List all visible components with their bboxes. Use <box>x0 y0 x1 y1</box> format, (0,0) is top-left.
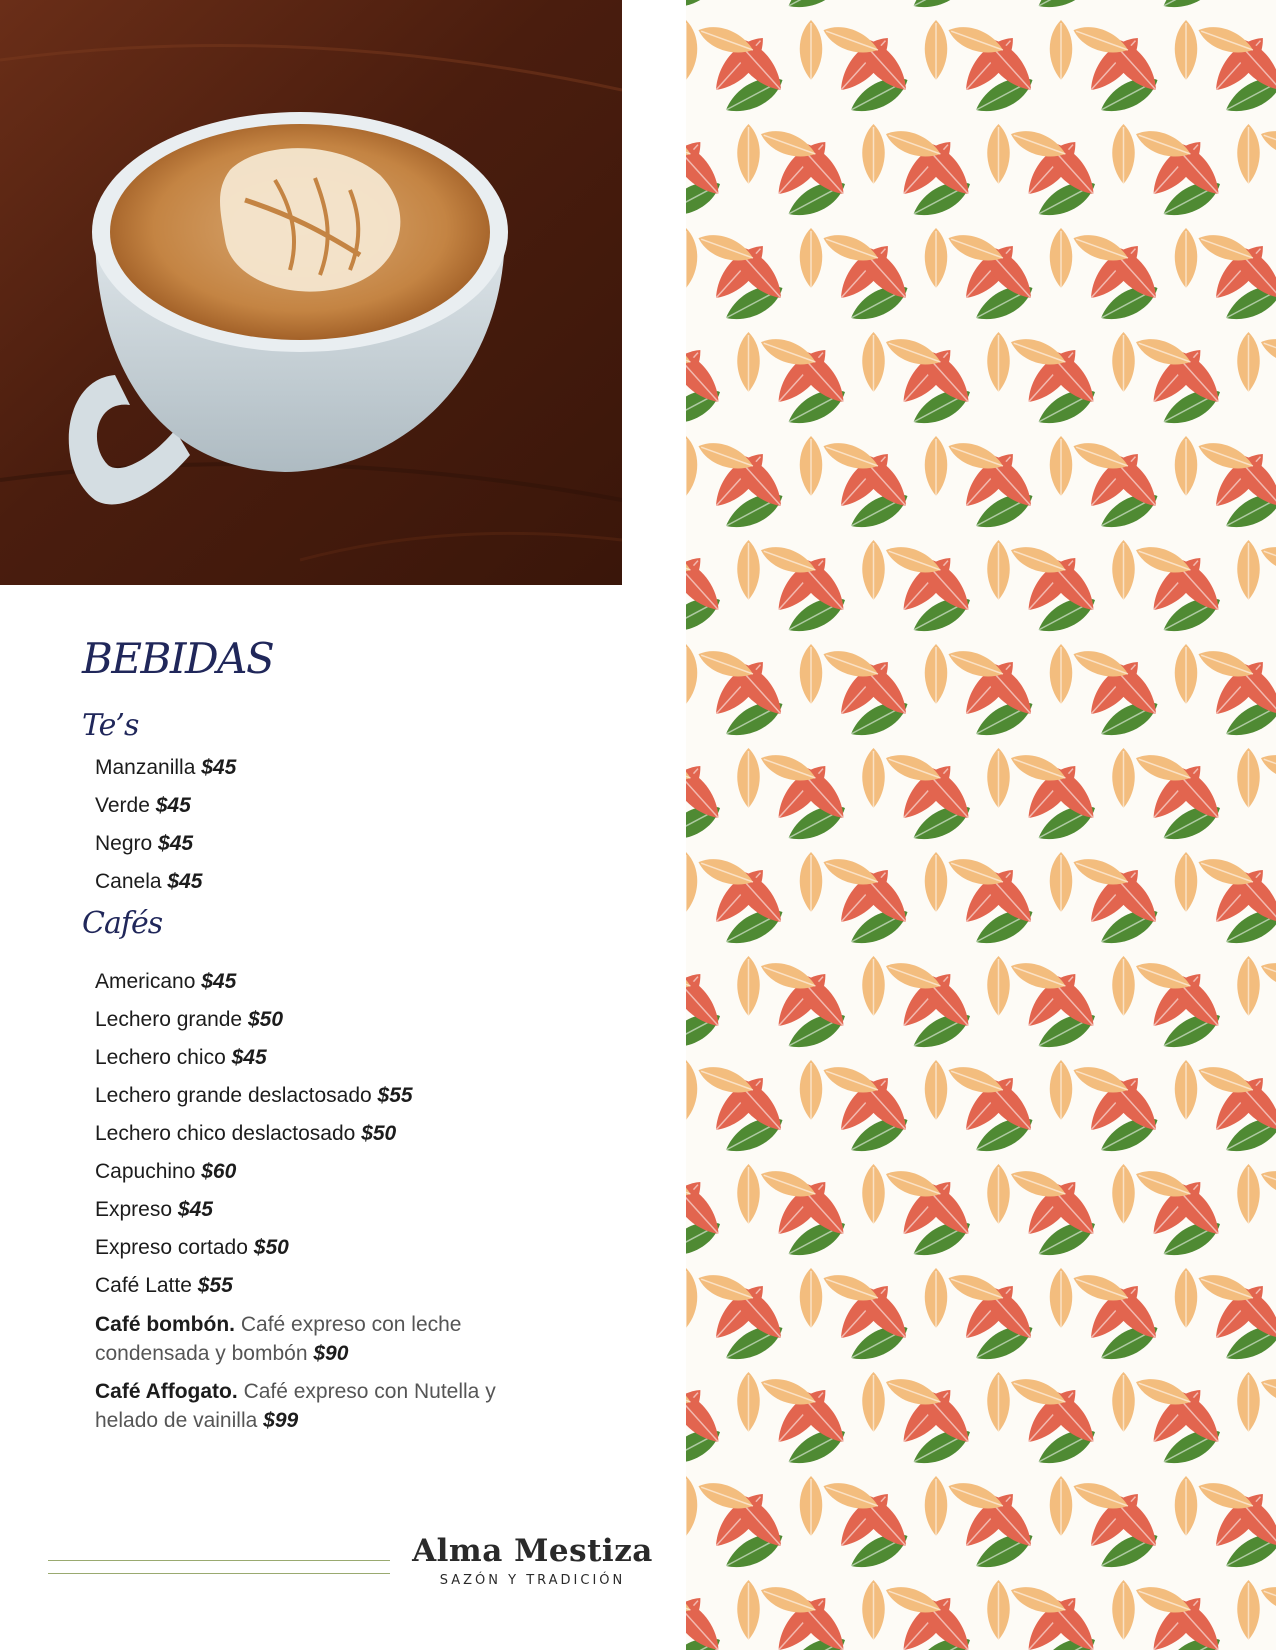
leaf-shape <box>800 1060 823 1120</box>
leaf-shape <box>1237 748 1260 808</box>
item-price: $55 <box>377 1084 413 1108</box>
leaf-shape <box>1237 1372 1260 1432</box>
item-name: Lechero chico deslactosado <box>95 1122 356 1146</box>
leaf-shape <box>1257 956 1276 996</box>
item-price: $45 <box>201 970 237 994</box>
item-price: $50 <box>253 1236 289 1260</box>
leaf-shape <box>1257 1164 1276 1204</box>
leaf-shape <box>800 644 823 704</box>
leaf-shape <box>800 436 823 496</box>
item-price: $50 <box>247 1008 284 1032</box>
leaf-shape <box>686 644 697 704</box>
item-description: Café expreso con leche condensada y bombón <box>95 1313 462 1366</box>
leaf-shape <box>1257 1580 1276 1620</box>
leaf-shape <box>987 1580 1010 1640</box>
brand-logo <box>405 1533 660 1588</box>
leaf-shape <box>1257 332 1276 372</box>
leaf-shape <box>1112 124 1135 184</box>
leaf-shape <box>1257 540 1276 580</box>
leaf-shape <box>925 436 948 496</box>
leaf-shape <box>800 1476 823 1536</box>
leaf-shape <box>862 956 885 1016</box>
leaf-shape <box>925 1476 948 1536</box>
leaf-shape <box>1175 644 1198 704</box>
leaf-shape <box>1175 1476 1198 1536</box>
list-item <box>95 754 542 782</box>
leaf-shape <box>1257 748 1276 788</box>
leaf-shape <box>987 332 1010 392</box>
item-description: Café expreso con Nutella y helado de vainilla <box>95 1380 496 1433</box>
leaf-shape <box>987 540 1010 600</box>
items-list-tes <box>82 754 542 896</box>
leaf-shape <box>862 1372 885 1432</box>
item-price: $50 <box>361 1122 397 1146</box>
item-name: Lechero chico <box>95 1046 226 1070</box>
leaf-shape <box>686 20 697 80</box>
list-item <box>95 868 542 896</box>
leaf-shape <box>737 540 760 600</box>
section-tes <box>82 708 542 896</box>
item-name: Verde <box>95 794 150 818</box>
leaf-shape <box>1050 852 1073 912</box>
leaf-shape <box>862 748 885 808</box>
list-item <box>95 1377 542 1435</box>
brand-tagline: SAZÓN Y TRADICIÓN <box>439 1573 626 1588</box>
leaf-pattern <box>686 0 1276 1650</box>
leaf-shape <box>1112 540 1135 600</box>
item-price: $55 <box>197 1274 233 1298</box>
leaf-shape <box>862 1164 885 1224</box>
footer-divider <box>48 1560 390 1561</box>
item-price: $45 <box>231 1046 267 1070</box>
leaf-shape <box>1175 852 1198 912</box>
leaf-shape <box>1033 0 1101 17</box>
item-name: Café Latte <box>95 1274 192 1298</box>
leaf-shape <box>987 1164 1010 1224</box>
list-item <box>95 830 542 858</box>
leaf-shape <box>783 0 851 17</box>
leaf-shape <box>1257 1372 1276 1412</box>
leaf-shape <box>1175 20 1198 80</box>
list-item <box>95 1196 542 1224</box>
leaf-shape <box>686 1589 728 1650</box>
footer-divider <box>48 1573 390 1574</box>
leaf-shape <box>1175 1060 1198 1120</box>
leaf-shape <box>1175 228 1198 288</box>
item-price: $45 <box>177 1198 213 1222</box>
leaf-shape <box>862 332 885 392</box>
items-list-cafes <box>82 968 542 1435</box>
leaf-shape <box>987 956 1010 1016</box>
section-title-tes: Te’s <box>82 708 139 744</box>
leaf-shape <box>800 20 823 80</box>
leaf-shape <box>925 20 948 80</box>
leaf-shape <box>686 852 697 912</box>
list-item <box>95 968 542 996</box>
item-name: Lechero grande <box>95 1008 243 1032</box>
item-name: Manzanilla <box>95 756 196 780</box>
leaf-shape <box>737 1372 760 1432</box>
list-item <box>95 1044 542 1072</box>
leaf-shape <box>1237 956 1260 1016</box>
leaf-shape <box>925 644 948 704</box>
item-price: $45 <box>158 832 194 856</box>
leaf-shape <box>987 1372 1010 1432</box>
leaf-shape <box>862 124 885 184</box>
item-name: Lechero grande deslactosado <box>95 1084 372 1108</box>
item-price: $45 <box>167 870 203 894</box>
leaf-shape <box>686 0 726 17</box>
leaf-shape <box>737 124 760 184</box>
list-item <box>95 1006 542 1034</box>
leaf-shape <box>1237 1164 1260 1224</box>
leaf-shape <box>737 332 760 392</box>
menu-content <box>82 636 542 1444</box>
list-item <box>95 1158 542 1186</box>
leaf-shape <box>737 1580 760 1640</box>
leaf-shape <box>862 1580 885 1640</box>
item-name: Capuchino <box>95 1160 196 1184</box>
leaf-shape <box>1175 1268 1198 1328</box>
item-name: Expreso cortado <box>95 1236 248 1260</box>
leaf-shape <box>800 852 823 912</box>
item-name: Canela <box>95 870 162 894</box>
leaf-shape <box>987 748 1010 808</box>
leaf-shape <box>1237 1580 1260 1640</box>
leaf-shape <box>1112 1580 1135 1640</box>
leaf-shape <box>862 540 885 600</box>
list-item <box>95 792 542 820</box>
leaf-shape <box>925 1268 948 1328</box>
item-name: Americano <box>95 970 196 994</box>
leaf-shape <box>1112 748 1135 808</box>
leaf-shape <box>686 436 697 496</box>
item-price: $60 <box>201 1160 237 1184</box>
latte-photo <box>0 0 622 585</box>
list-item <box>95 1234 542 1262</box>
section-title-cafes: Cafés <box>82 906 163 942</box>
leaf-shape <box>686 1060 697 1120</box>
item-price: $45 <box>155 794 191 818</box>
item-price: $90 <box>313 1342 349 1366</box>
leaf-shape <box>737 956 760 1016</box>
leaf-shape <box>908 0 976 17</box>
leaf-shape <box>1112 332 1135 392</box>
leaf-shape <box>1257 124 1276 164</box>
leaf-shape <box>925 228 948 288</box>
list-item <box>95 1310 542 1368</box>
item-price: $99 <box>263 1409 299 1433</box>
leaf-shape <box>1050 1476 1073 1536</box>
leaf-shape <box>925 1060 948 1120</box>
leaf-shape <box>1050 644 1073 704</box>
list-item <box>95 1120 542 1148</box>
list-item <box>95 1082 542 1110</box>
leaf-shape <box>686 228 697 288</box>
item-name: Expreso <box>95 1198 173 1222</box>
leaf-shape <box>1237 540 1260 600</box>
leaf-shape <box>1050 1060 1073 1120</box>
leaf-shape <box>1112 1372 1135 1432</box>
leaf-shape <box>1050 20 1073 80</box>
leaf-shape <box>1175 436 1198 496</box>
item-price: $45 <box>201 756 237 780</box>
leaf-shape <box>800 228 823 288</box>
leaf-shape <box>1050 1268 1073 1328</box>
leaf-shape <box>737 1164 760 1224</box>
leaf-shape <box>925 852 948 912</box>
leaf-shape <box>686 1268 697 1328</box>
item-name: Negro <box>95 832 153 856</box>
leaf-shape <box>1050 436 1073 496</box>
leaf-shape <box>800 1268 823 1328</box>
brand-name: Alma Mestiza <box>412 1533 653 1569</box>
item-name: Café Affogato. <box>95 1380 238 1404</box>
section-cafes <box>82 906 542 1435</box>
leaf-shape <box>1050 228 1073 288</box>
leaf-shape <box>987 124 1010 184</box>
leaf-shape <box>1112 1164 1135 1224</box>
list-item <box>95 1272 542 1300</box>
leaf-shape <box>686 1476 697 1536</box>
leaf-shape <box>1112 956 1135 1016</box>
leaf-shape <box>1237 332 1260 392</box>
leaf-shape <box>1237 124 1260 184</box>
leaf-shape <box>1158 0 1226 17</box>
leaf-shape <box>737 748 760 808</box>
item-name: Café bombón. <box>95 1313 235 1337</box>
menu-title: BEBIDAS <box>82 634 274 683</box>
